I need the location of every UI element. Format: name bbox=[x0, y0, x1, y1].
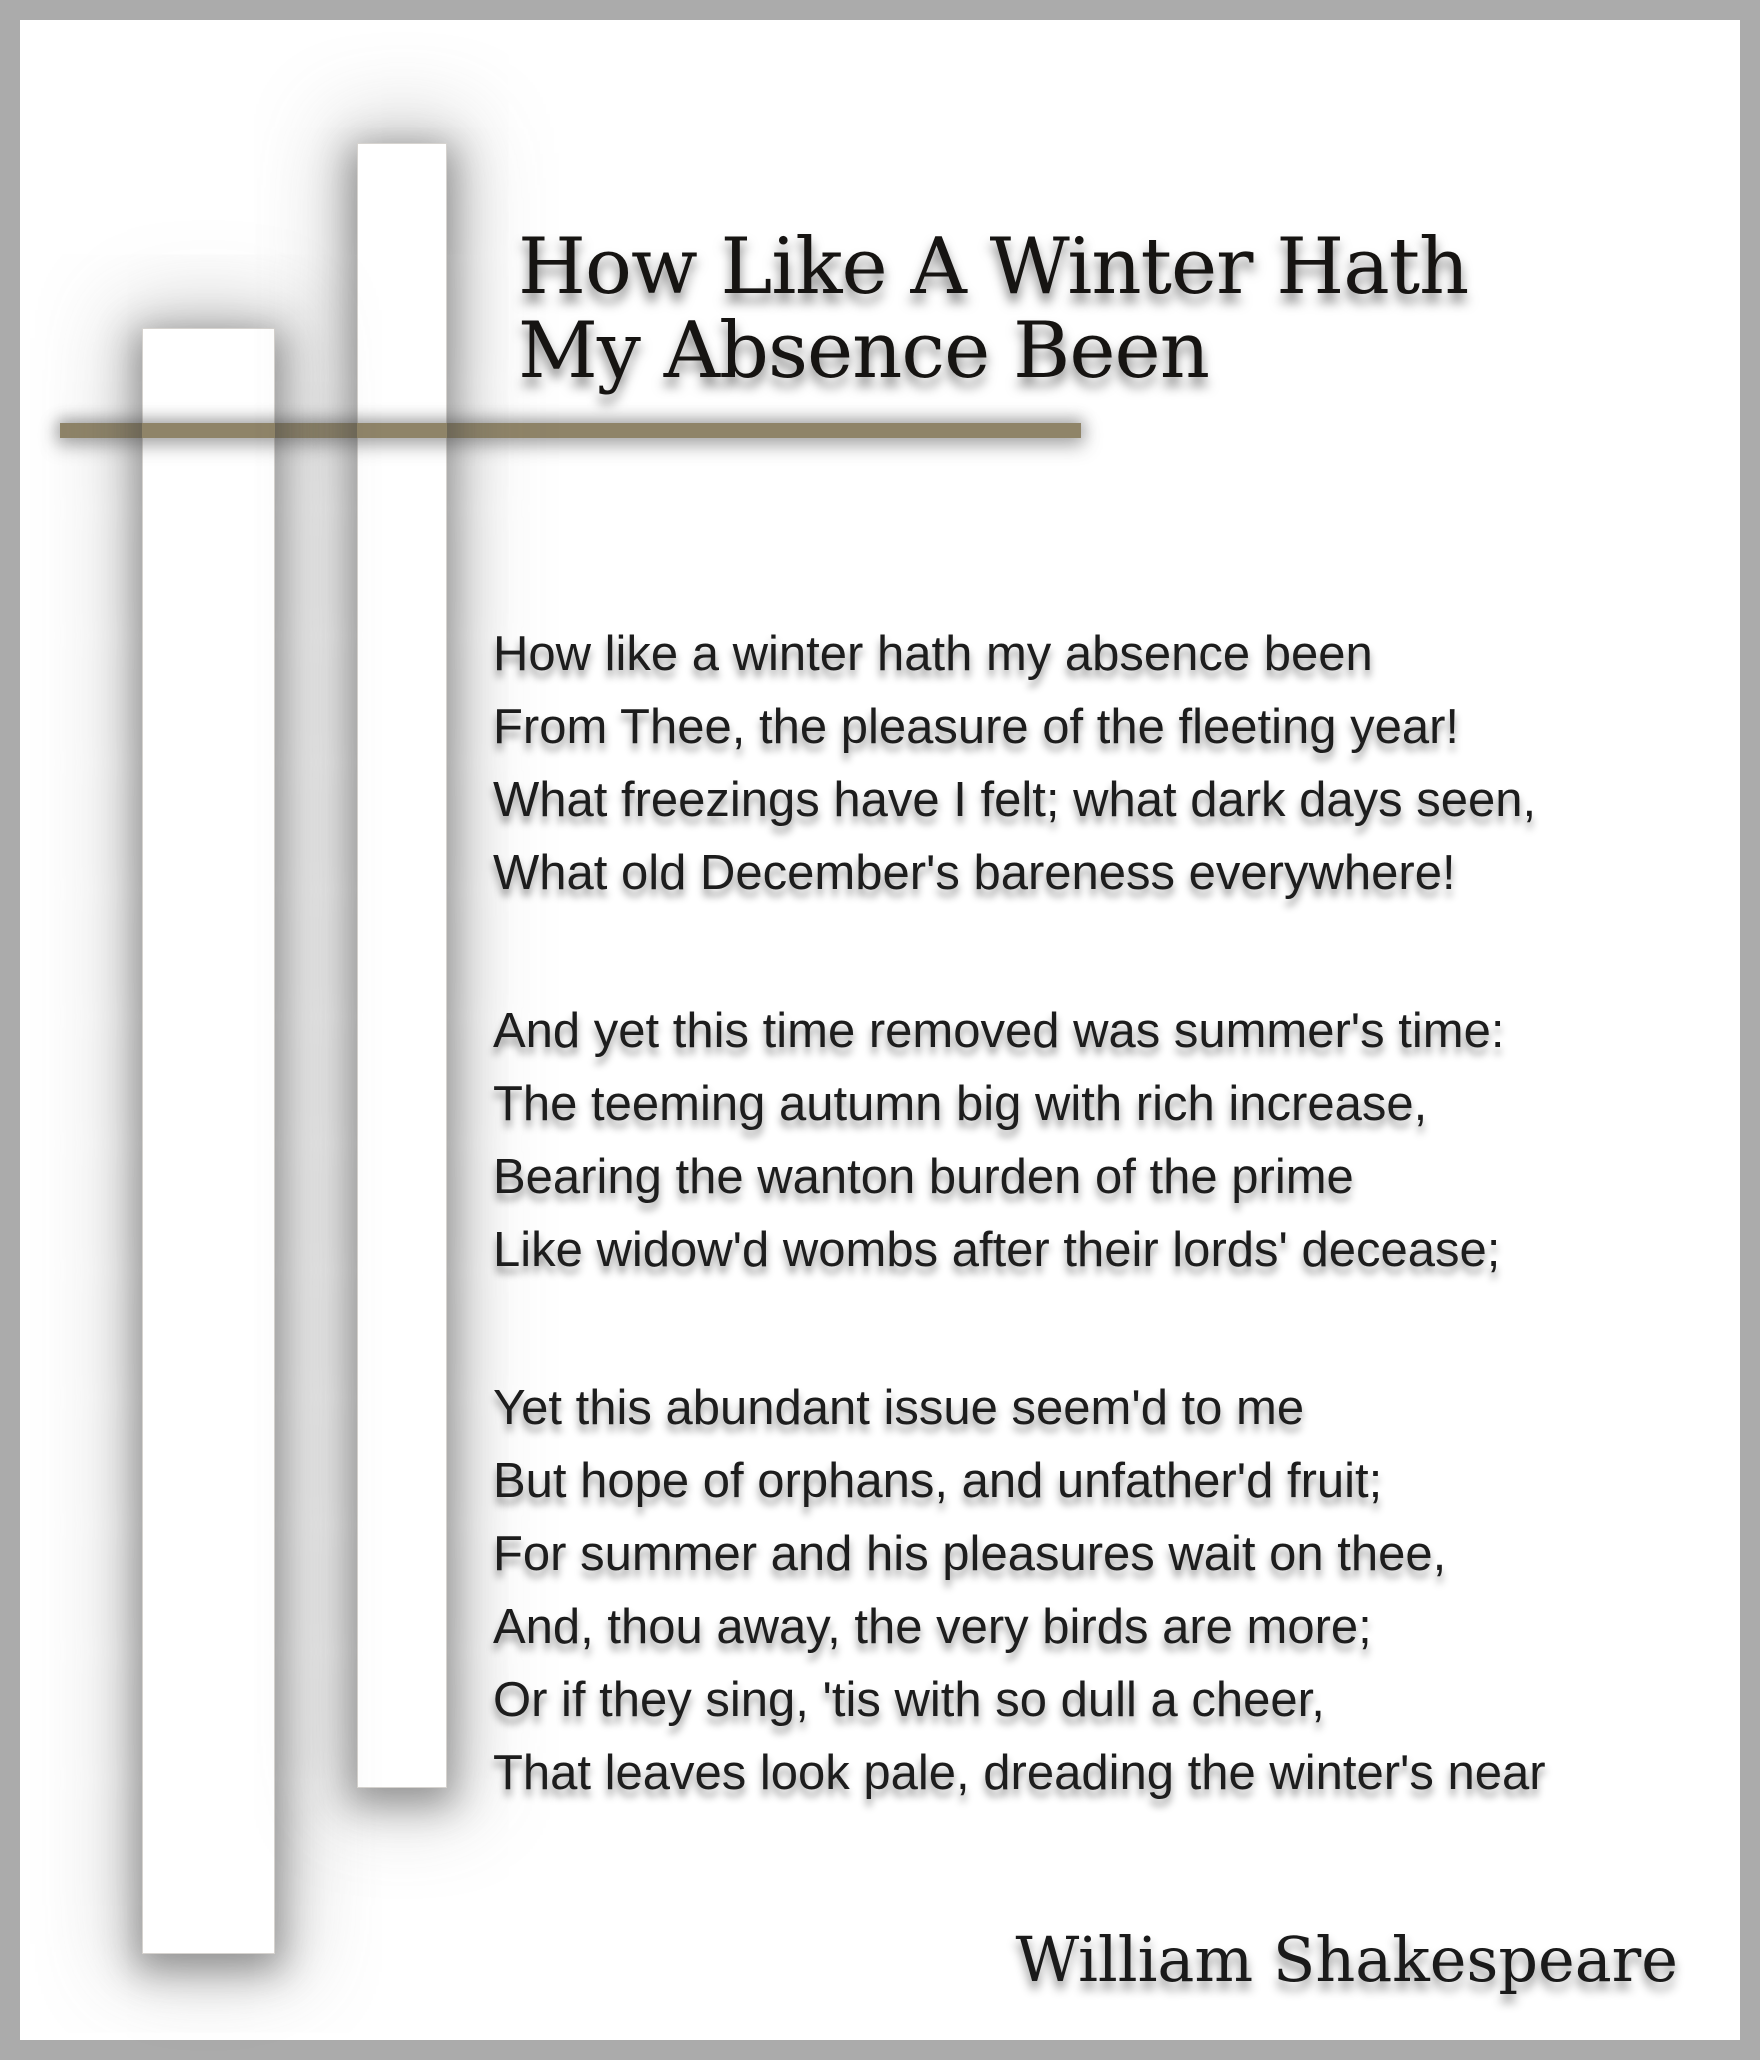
poem-line: Like widow'd wombs after their lords' decease; bbox=[493, 1223, 1501, 1277]
stanza-3 bbox=[493, 1372, 1546, 1810]
poem-line: And yet this time removed was summer's time: bbox=[493, 1004, 1505, 1058]
stanza-2 bbox=[493, 995, 1546, 1287]
poem-line: From Thee, the pleasure of the fleeting year! bbox=[493, 700, 1460, 754]
poem-line: Yet this abundant issue seem'd to me bbox=[493, 1381, 1305, 1435]
poem-line: Or if they sing, 'tis with so dull a cheer, bbox=[493, 1673, 1325, 1727]
poem-line: That leaves look pale, dreading the winter's near bbox=[493, 1746, 1546, 1800]
poem-title-line-1: How Like A Winter Hath bbox=[518, 222, 1469, 312]
author-name: William Shakespeare bbox=[1015, 1923, 1678, 1996]
poem-line: But hope of orphans, and unfather'd fruit; bbox=[493, 1454, 1383, 1508]
poem-line: For summer and his pleasures wait on thee, bbox=[493, 1527, 1447, 1581]
poem-line: Bearing the wanton burden of the prime bbox=[493, 1150, 1354, 1204]
stanza-1 bbox=[493, 618, 1546, 910]
poem-title bbox=[518, 222, 1469, 396]
poem-line: And, thou away, the very birds are more; bbox=[493, 1600, 1372, 1654]
page bbox=[20, 20, 1740, 2040]
poem-line: What freezings have I felt; what dark days seen, bbox=[493, 773, 1537, 827]
decor-bar-right-shadow bbox=[357, 143, 447, 1788]
decor-bar-left-shadow bbox=[142, 328, 275, 1954]
poem-line: The teeming autumn big with rich increase, bbox=[493, 1077, 1428, 1131]
poem-line: What old December's bareness everywhere! bbox=[493, 846, 1456, 900]
poem-line: How like a winter hath my absence been bbox=[493, 627, 1373, 681]
poem-body bbox=[493, 618, 1546, 1810]
poem-title-line-2: My Absence Been bbox=[518, 306, 1209, 396]
